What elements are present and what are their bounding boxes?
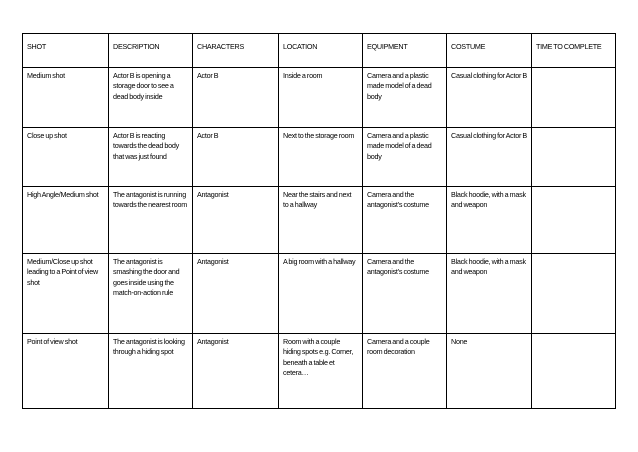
cell-shot: Medium shot (23, 68, 109, 128)
shot-list-table (22, 33, 616, 409)
cell-costume: Casual clothing for Actor B (447, 68, 532, 128)
cell-characters: Actor B (193, 68, 279, 128)
cell-costume: Black hoodie, with a mask and weapon (447, 187, 532, 254)
cell-location: Room with a couple hiding spots e.g. Corner, beneath a table et cetera… (279, 334, 363, 409)
cell-description: Actor B is opening a storage door to see a dead body inside (109, 68, 193, 128)
cell-characters: Antagonist (193, 254, 279, 334)
cell-shot: Medium/Close up shot leading to a Point of view shot (23, 254, 109, 334)
cell-time (532, 254, 616, 334)
header-time-to-complete: TIME TO COMPLETE (532, 34, 616, 68)
cell-costume: Black hoodie, with a mask and weapon (447, 254, 532, 334)
cell-description: The antagonist is smashing the door and goes inside using the match-on-action rule (109, 254, 193, 334)
table-row (23, 334, 616, 409)
table-row (23, 254, 616, 334)
cell-equipment: Camera and the antagonist’s costume (363, 254, 447, 334)
cell-characters: Antagonist (193, 187, 279, 254)
cell-shot: Point of view shot (23, 334, 109, 409)
table-row (23, 128, 616, 187)
cell-description: Actor B is reacting towards the dead body that was just found (109, 128, 193, 187)
cell-shot: Close up shot (23, 128, 109, 187)
header-description: DESCRIPTION (109, 34, 193, 68)
cell-location: Inside a room (279, 68, 363, 128)
header-characters: CHARACTERS (193, 34, 279, 68)
cell-equipment: Camera and a plastic made model of a dead body (363, 128, 447, 187)
cell-location: Next to the storage room (279, 128, 363, 187)
cell-location: A big room with a hallway (279, 254, 363, 334)
cell-characters: Antagonist (193, 334, 279, 409)
header-row (23, 34, 616, 68)
cell-time (532, 187, 616, 254)
cell-shot: High Angle/Medium shot (23, 187, 109, 254)
table-row (23, 68, 616, 128)
header-shot: SHOT (23, 34, 109, 68)
cell-description: The antagonist is running towards the nearest room (109, 187, 193, 254)
cell-characters: Actor B (193, 128, 279, 187)
cell-time (532, 128, 616, 187)
cell-costume: None (447, 334, 532, 409)
table-row (23, 187, 616, 254)
cell-equipment: Camera and the antagonist’s costume (363, 187, 447, 254)
cell-location: Near the stairs and next to a hallway (279, 187, 363, 254)
cell-costume: Casual clothing for Actor B (447, 128, 532, 187)
cell-equipment: Camera and a couple room decoration (363, 334, 447, 409)
cell-time (532, 334, 616, 409)
cell-equipment: Camera and a plastic made model of a dead body (363, 68, 447, 128)
cell-time (532, 68, 616, 128)
header-equipment: EQUIPMENT (363, 34, 447, 68)
cell-description: The antagonist is looking through a hiding spot (109, 334, 193, 409)
header-costume: COSTUME (447, 34, 532, 68)
header-location: LOCATION (279, 34, 363, 68)
shot-list-document (22, 33, 615, 409)
